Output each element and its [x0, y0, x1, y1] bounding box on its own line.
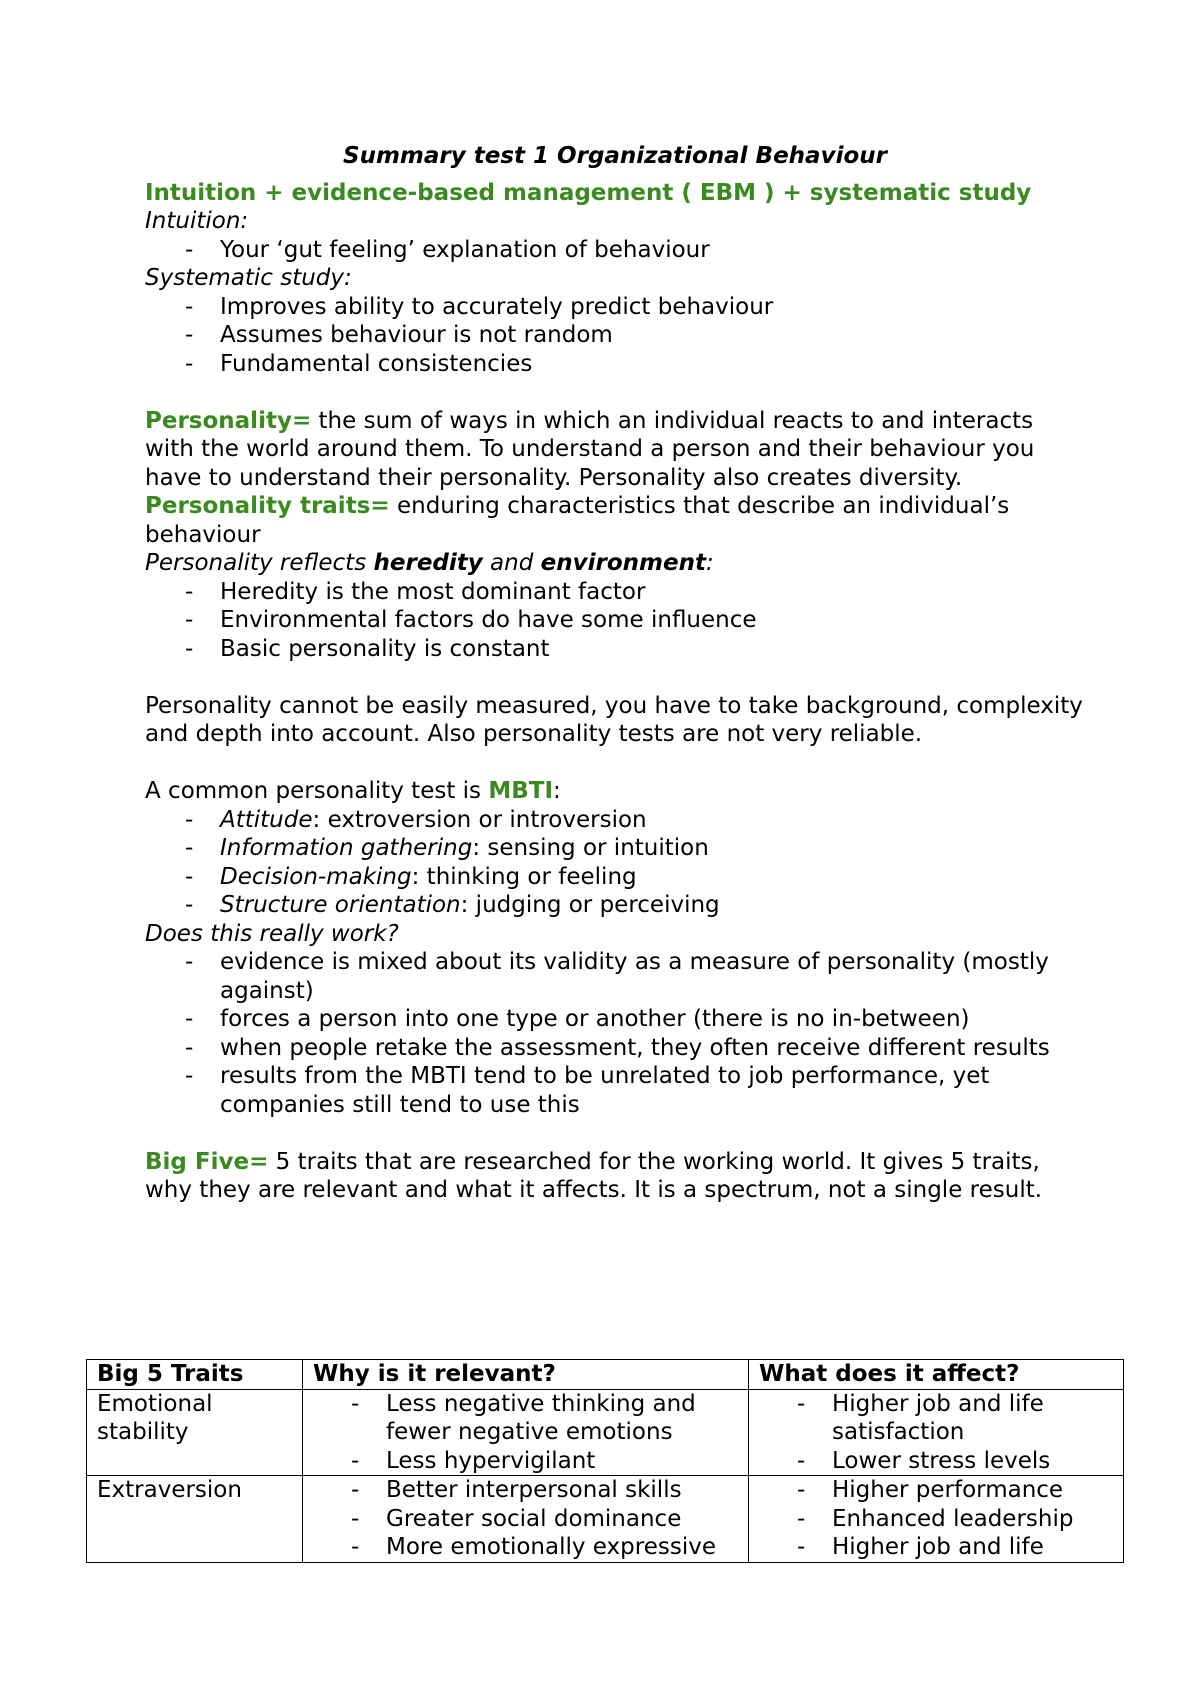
mbti-item-text: : thinking or feeling	[411, 863, 637, 890]
measure-paragraph: Personality cannot be easily measured, you have to take background, complexity and depth into account. Also personality tests are not very reliable.	[145, 692, 1083, 747]
list-item: - Lower stress levels	[797, 1447, 1113, 1476]
list-item: - Better interpersonal skills	[351, 1476, 738, 1505]
traits-definition: enduring characteristics that describe an individual’s behaviour	[145, 493, 1010, 548]
intro-heading: Intuition + evidence-based management ( EBM ) + systematic study	[145, 179, 1032, 206]
heredity-word: heredity	[373, 550, 483, 576]
colon: :	[705, 550, 714, 576]
table-cell-affect	[749, 1389, 1124, 1476]
bigfive-definition: 5 traits that are researched for the working world. It gives 5 traits, why they are relevant and what it affects. It is a spectrum, not a single result.	[145, 1148, 1043, 1203]
list-item: - Higher job and life	[797, 1533, 1113, 1562]
list-item: - Your ‘gut feeling’ explanation of behaviour	[185, 236, 1085, 265]
document-body	[145, 142, 1085, 1205]
list-item	[185, 834, 1085, 863]
list-item: - forces a person into one type or another (there is no in-between)	[185, 1005, 1085, 1034]
list-item: - More emotionally expressive	[351, 1533, 738, 1562]
list-item: - Environmental factors do have some influence	[185, 606, 1085, 635]
list-item	[185, 863, 1085, 892]
environment-word: environment	[540, 550, 706, 576]
mbti-question-list	[145, 948, 1085, 1119]
mbti-item-label: Information gathering	[220, 835, 473, 861]
big-five-table	[86, 1359, 1124, 1563]
list-item: - Greater social dominance	[351, 1505, 738, 1534]
reflects-text: Personality reflects	[145, 550, 374, 576]
mbti-item-label: Attitude	[220, 806, 313, 833]
mbti-item-text: : sensing or intuition	[472, 835, 709, 861]
intuition-list	[145, 236, 1085, 265]
list-item: - Higher job and life satisfaction	[797, 1390, 1113, 1447]
intuition-label: Intuition:	[145, 208, 249, 234]
list-item: - when people retake the assessment, they often receive different results	[185, 1034, 1085, 1063]
list-item: - evidence is mixed about its validity as a measure of personality (mostly against)	[185, 948, 1085, 1005]
table-row	[87, 1389, 1124, 1476]
table-cell-affect	[749, 1476, 1124, 1563]
personality-definition: the sum of ways in which an individual reacts to and interacts with the world around them. To understand a person and their behaviour you have to understand their personality. Personality also creates diversity.	[145, 407, 1035, 491]
personality-term: Personality=	[145, 407, 312, 434]
table-cell-trait: Extraversion	[87, 1476, 303, 1563]
mbti-question: Does this really work?	[145, 920, 399, 947]
list-item: - Assumes behaviour is not random	[185, 321, 1085, 350]
list-item: - Less negative thinking and fewer negative emotions	[351, 1390, 738, 1447]
mbti-item-label: Decision-making	[220, 863, 412, 890]
table-header: What does it affect?	[749, 1360, 1124, 1390]
list-item: - Heredity is the most dominant factor	[185, 578, 1085, 607]
list-item: - Fundamental consistencies	[185, 350, 1085, 379]
mbti-list	[145, 806, 1085, 920]
table-header: Why is it relevant?	[303, 1360, 749, 1390]
table-row	[87, 1476, 1124, 1563]
list-item: - Less hypervigilant	[351, 1447, 738, 1476]
list-item: - Enhanced leadership	[797, 1505, 1113, 1534]
mbti-intro	[145, 777, 1085, 806]
mbti-colon: :	[553, 778, 561, 804]
mbti-term: MBTI	[488, 778, 554, 804]
traits-paragraph	[145, 492, 1085, 549]
bigfive-paragraph	[145, 1148, 1085, 1205]
document-title: Summary test 1 Organizational Behaviour	[343, 143, 887, 169]
table-header: Big 5 Traits	[87, 1360, 303, 1390]
traits-term: Personality traits=	[145, 493, 390, 519]
list-item: - Higher performance	[797, 1476, 1113, 1505]
systematic-list	[145, 293, 1085, 379]
mbti-item-text: : extroversion or introversion	[312, 806, 647, 833]
systematic-label: Systematic study:	[145, 265, 352, 291]
list-item: - Basic personality is constant	[185, 635, 1085, 664]
table-header-row	[87, 1360, 1124, 1390]
table-cell-trait: Emotional stability	[87, 1389, 303, 1476]
list-item: - Improves ability to accurately predict behaviour	[185, 293, 1085, 322]
table-cell-why	[303, 1476, 749, 1563]
mbti-item-text: : judging or perceiving	[460, 892, 720, 918]
bigfive-term: Big Five=	[145, 1148, 269, 1175]
reflects-list	[145, 578, 1085, 664]
mbti-intro-text: A common personality test is	[145, 778, 489, 804]
personality-paragraph	[145, 407, 1085, 493]
mbti-item-label: Structure orientation	[220, 892, 461, 918]
table-cell-why	[303, 1389, 749, 1476]
list-item	[185, 806, 1085, 835]
and-word: and	[482, 550, 541, 576]
list-item: - results from the MBTI tend to be unrelated to job performance, yet companies still tend to use this	[185, 1062, 1085, 1119]
list-item	[185, 891, 1085, 920]
reflects-line	[145, 549, 1085, 578]
